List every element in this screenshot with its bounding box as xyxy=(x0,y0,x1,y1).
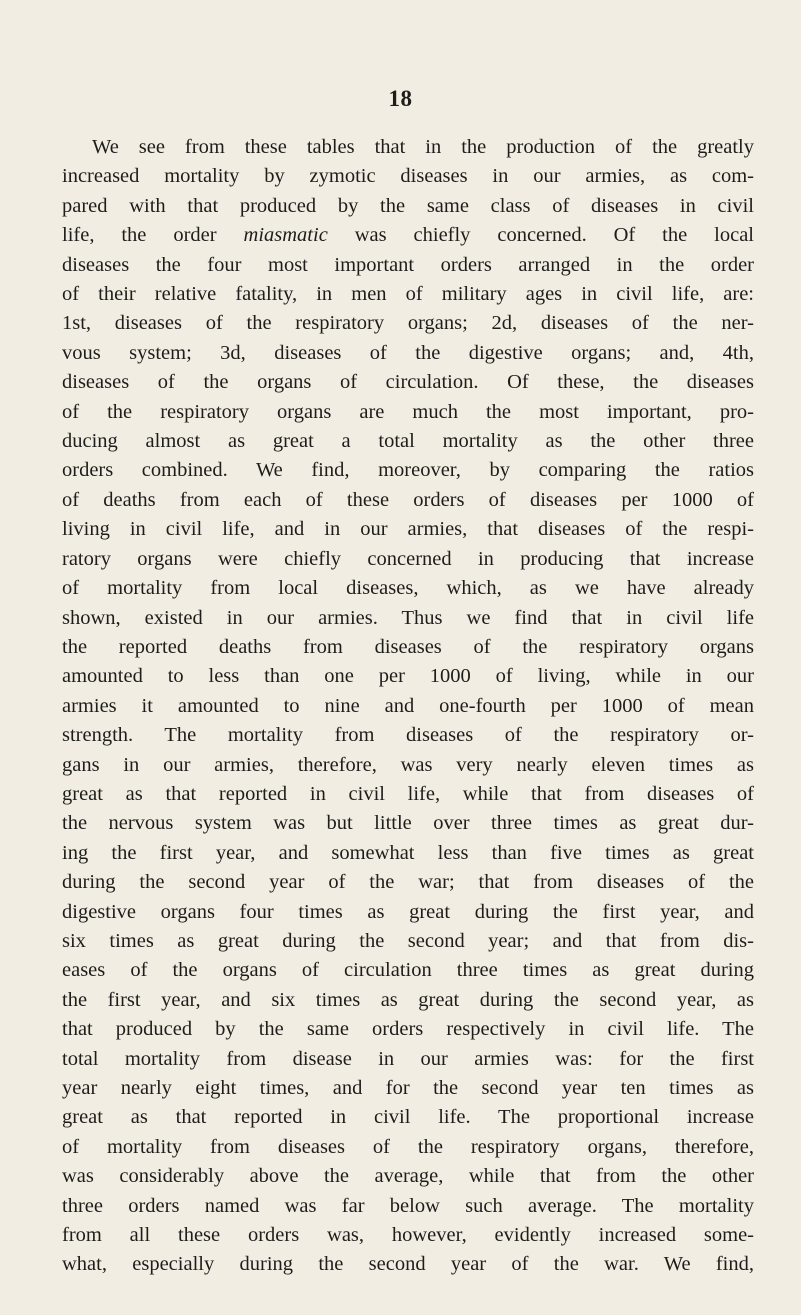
text-line xyxy=(62,309,754,338)
text-line-segment: was chiefly concerned. Of the local xyxy=(327,224,754,247)
text-line xyxy=(62,604,754,633)
text-line-segment: ing the first year, and somewhat less than five times as great xyxy=(62,841,754,864)
text-line xyxy=(62,133,754,162)
italic-term: miasmatic xyxy=(243,224,328,247)
text-line xyxy=(62,633,754,662)
body-paragraph xyxy=(62,133,754,1280)
page-number: 18 xyxy=(388,86,413,111)
text-line-segment: ratory organs were chiefly concerned in producing that increase xyxy=(62,547,754,570)
text-line-segment: six times as great during the second year; and that from dis- xyxy=(62,929,754,952)
text-line xyxy=(62,1221,754,1250)
text-line xyxy=(62,515,754,544)
text-line-segment: eases of the organs of circulation three times as great during xyxy=(62,959,754,982)
text-line-segment: We see from these tables that in the production of the greatly xyxy=(92,136,754,158)
text-line xyxy=(62,927,754,956)
text-line xyxy=(62,398,754,427)
text-line-segment: total mortality from disease in our armies was: for the first xyxy=(62,1047,754,1070)
text-line-segment: strength. The mortality from diseases of the respiratory or- xyxy=(62,724,754,747)
text-line-segment: the nervous system was but little over three times as great dur- xyxy=(62,812,754,835)
text-line-segment: great as that reported in civil life. The proportional increase xyxy=(62,1106,754,1129)
text-line xyxy=(62,721,754,750)
text-line-segment: armies it amounted to nine and one-fourth per 1000 of mean xyxy=(62,694,754,717)
text-line xyxy=(62,1162,754,1191)
text-line-segment: orders combined. We find, moreover, by comparing the ratios xyxy=(62,459,754,482)
text-line xyxy=(62,486,754,515)
text-line xyxy=(62,574,754,603)
text-line xyxy=(62,662,754,691)
text-line xyxy=(62,692,754,721)
text-line xyxy=(62,1133,754,1162)
text-line xyxy=(62,956,754,985)
text-line-segment: gans in our armies, therefore, was very nearly eleven times as xyxy=(62,753,754,776)
text-line-segment: ducing almost as great a total mortality as the other three xyxy=(62,430,754,453)
text-line-segment: during the second year of the war; that from diseases of the xyxy=(62,871,754,894)
text-line-segment: the first year, and six times as great during the second year, as xyxy=(62,988,754,1011)
text-line xyxy=(62,280,754,309)
text-line-segment: three orders named was far below such average. The mortality xyxy=(62,1194,754,1217)
text-line xyxy=(62,162,754,191)
text-line xyxy=(62,1015,754,1044)
text-line xyxy=(62,192,754,221)
text-line-segment: diseases the four most important orders arranged in the order xyxy=(62,253,754,276)
text-line xyxy=(62,1103,754,1132)
text-line-segment: pared with that produced by the same class of diseases in civil xyxy=(62,194,754,217)
text-line xyxy=(62,1250,754,1279)
text-line xyxy=(62,456,754,485)
text-line xyxy=(62,839,754,868)
text-line-segment: that produced by the same orders respectively in civil life. The xyxy=(62,1018,754,1041)
text-line xyxy=(62,251,754,280)
text-line-segment: diseases of the organs of circulation. Of these, the diseases xyxy=(62,371,754,394)
text-line xyxy=(62,780,754,809)
text-line-segment: of deaths from each of these orders of diseases per 1000 of xyxy=(62,488,754,511)
text-line-segment: of the respiratory organs are much the most important, pro- xyxy=(62,400,754,423)
text-line xyxy=(62,427,754,456)
text-line xyxy=(62,809,754,838)
text-line-segment: increased mortality by zymotic diseases in our armies, as com- xyxy=(62,165,754,188)
text-line-segment: great as that reported in civil life, while that from diseases of xyxy=(62,782,754,805)
text-line-segment: was considerably above the average, while that from the other xyxy=(62,1165,754,1188)
text-line xyxy=(62,898,754,927)
text-line-segment: shown, existed in our armies. Thus we find that in civil life xyxy=(62,606,754,629)
text-line-segment: digestive organs four times as great during the first year, and xyxy=(62,900,754,923)
text-line xyxy=(62,1045,754,1074)
text-line-segment: what, especially during the second year of the war. We find, xyxy=(62,1253,754,1276)
text-line xyxy=(62,368,754,397)
text-line-segment: the reported deaths from diseases of the respiratory organs xyxy=(62,635,754,658)
text-line xyxy=(62,986,754,1015)
text-line-segment: 1st, diseases of the respiratory organs; 2d, diseases of the ner- xyxy=(62,312,754,335)
text-line xyxy=(62,868,754,897)
text-line xyxy=(62,1074,754,1103)
text-line-segment: life, the order xyxy=(62,224,244,247)
text-line xyxy=(62,751,754,780)
text-line-segment: amounted to less than one per 1000 of living, while in our xyxy=(62,665,754,688)
text-line-segment: of mortality from local diseases, which, as we have already xyxy=(62,577,754,600)
text-line-segment: year nearly eight times, and for the second year ten times as xyxy=(62,1077,754,1099)
text-line xyxy=(62,339,754,368)
text-line-segment: from all these orders was, however, evidently increased some- xyxy=(62,1224,754,1247)
text-line xyxy=(62,545,754,574)
text-line-segment: living in civil life, and in our armies, that diseases of the respi- xyxy=(62,518,754,541)
text-line-segment: of their relative fatality, in men of military ages in civil life, are: xyxy=(62,283,754,306)
text-line xyxy=(62,1192,754,1221)
text-line xyxy=(62,221,754,250)
text-line-segment: of mortality from diseases of the respiratory organs, therefore, xyxy=(62,1135,754,1158)
text-line-segment: vous system; 3d, diseases of the digestive organs; and, 4th, xyxy=(62,341,754,364)
